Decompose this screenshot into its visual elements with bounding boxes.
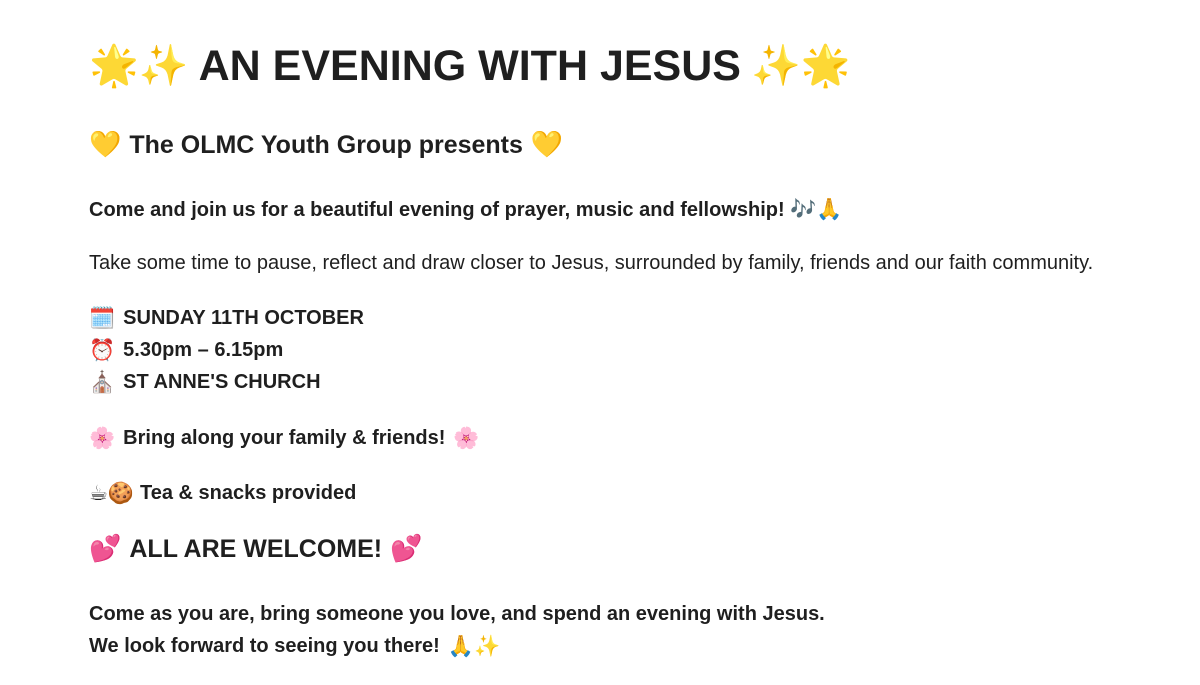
welcome-text: ALL ARE WELCOME!	[129, 534, 383, 563]
bring-paragraph	[89, 422, 480, 454]
cherry-blossom-icon: 🌸	[453, 426, 480, 450]
bring-text: Bring along your family & friends!	[123, 427, 446, 449]
closing-line-2	[89, 630, 825, 662]
star-sparkles-icon: 🌟✨	[89, 43, 189, 89]
closing-text-1: Come as you are, bring someone you love, and spend an evening with Jesus.	[89, 603, 825, 625]
alarm-clock-icon: ⏰	[89, 338, 116, 362]
detail-time	[89, 334, 364, 366]
church-icon: ⛪	[89, 370, 116, 394]
tea-paragraph	[89, 477, 356, 509]
description-paragraph: Take some time to pause, reflect and draw closer to Jesus, surrounded by family, friends and our faith community.	[89, 252, 1094, 274]
detail-location	[89, 366, 364, 398]
sparkles-star-icon: ✨🌟	[750, 43, 851, 89]
location-text: ST ANNE'S CHURCH	[123, 371, 321, 393]
subtitle	[89, 130, 563, 160]
closing-line-1	[89, 598, 825, 630]
intro-paragraph	[89, 193, 843, 226]
detail-date	[89, 302, 364, 334]
event-details	[89, 302, 364, 398]
welcome-heading	[89, 534, 423, 564]
two-hearts-icon: 💕	[89, 534, 122, 564]
intro-text: Come and join us for a beautiful evening of prayer, music and fellowship!	[89, 199, 785, 221]
closing-text-2: We look forward to seeing you there!	[89, 635, 440, 657]
tea-text: Tea & snacks provided	[139, 482, 357, 504]
music-pray-icon: 🎶🙏	[790, 197, 843, 221]
page-title	[89, 40, 851, 92]
coffee-cookie-icon: ☕🍪	[89, 481, 134, 505]
cherry-blossom-icon: 🌸	[89, 426, 116, 450]
two-hearts-icon: 💕	[390, 534, 423, 564]
yellow-heart-icon: 💛	[89, 130, 122, 160]
title-text: AN EVENING WITH JESUS	[198, 42, 741, 90]
time-text: 5.30pm – 6.15pm	[123, 339, 284, 361]
calendar-icon: 🗓️	[89, 306, 116, 330]
closing-paragraph	[89, 598, 825, 662]
date-text: SUNDAY 11TH OCTOBER	[123, 307, 364, 329]
yellow-heart-icon: 💛	[530, 130, 564, 160]
subtitle-text: The OLMC Youth Group presents	[129, 130, 523, 159]
pray-sparkles-icon: 🙏✨	[447, 634, 501, 658]
